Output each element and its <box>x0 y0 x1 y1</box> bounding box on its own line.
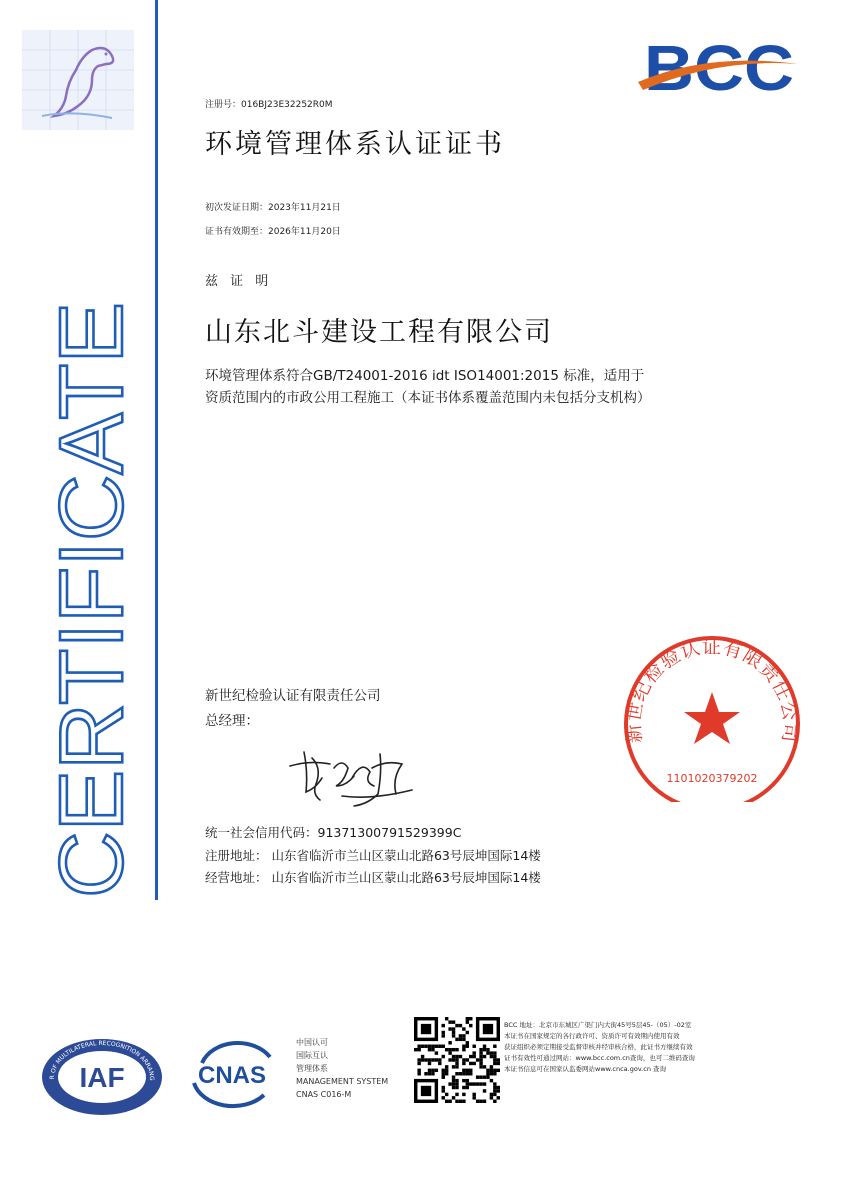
scope-line-1: 环境管理体系符合GB/T24001-2016 idt ISO14001:2015 标准，适用于 <box>205 368 645 384</box>
bcc-logo-text: BCC <box>644 32 794 104</box>
iaf-text: IAF <box>79 1062 125 1093</box>
scope-line-2: 资质范围内的市政公用工程施工（本证书体系覆盖范围内未包括分支机构） <box>205 390 651 406</box>
vertical-certificate-text: CERTIFICATE <box>42 316 142 898</box>
certify-label: 兹 证 明 <box>205 274 273 289</box>
business-address: 经营地址： 山东省临沂市兰山区蒙山北路63号辰坤国际14楼 <box>205 870 541 885</box>
bcc-info-line: BCC 地址：北京市东城区广渠门内大街45号5层45-（05）-02室 <box>504 1021 692 1029</box>
beaver-logo-icon <box>22 30 134 130</box>
cnas-line: MANAGEMENT SYSTEM <box>296 1077 389 1086</box>
bcc-info-line: 本证书在国家规定的各行政许可、资质许可有效期内使用有效 <box>504 1032 680 1040</box>
registered-address: 注册地址： 山东省临沂市兰山区蒙山北路63号辰坤国际14楼 <box>205 848 541 863</box>
seal-number: 1101020379202 <box>666 772 758 785</box>
seal-ring-text: 新世纪检验认证有限责任公司 <box>622 636 802 745</box>
bcc-info-block <box>504 1020 804 1075</box>
bcc-info-line: 证书有效性可通过网站：www.bcc.com.cn查询，也可二维码查询 <box>504 1054 695 1062</box>
valid-until-date: 证书有效期至：2026年11月20日 <box>205 227 341 237</box>
handwritten-signature <box>282 738 422 810</box>
company-name: 山东北斗建设工程有限公司 <box>205 317 553 348</box>
cnas-line: 国际互认 <box>296 1051 328 1060</box>
iaf-ring-text: R OF MULTILATERAL RECOGNITION ARRANG <box>48 1039 156 1081</box>
general-manager-label: 总经理： <box>205 713 259 729</box>
certification-scope <box>205 365 705 409</box>
cnas-line: CNAS C016-M <box>296 1090 352 1099</box>
bcc-logo <box>636 32 801 104</box>
first-issue-date: 初次发证日期：2023年11月21日 <box>205 203 341 213</box>
official-seal <box>612 632 812 802</box>
cnas-line: 管理体系 <box>296 1064 328 1073</box>
seal-star-icon <box>684 692 740 744</box>
bcc-info-line: 获证组织必须定期接受监督审核并经审核合格，此证书方继续有效 <box>504 1043 693 1051</box>
registration-number: 注册号：016BJ23E32252R0M <box>205 100 333 110</box>
certificate-title: 环境管理体系认证证书 <box>205 129 505 160</box>
vertical-certificate-word <box>34 300 144 900</box>
bcc-info-line: 本证书信息可在国家认监委网站www.cnca.gov.cn 查询 <box>504 1065 667 1073</box>
vertical-divider <box>155 0 158 900</box>
cnas-logo <box>182 1033 282 1111</box>
credit-code: 统一社会信用代码：91371300791529399C <box>205 825 462 840</box>
cnas-line: 中国认可 <box>296 1038 328 1047</box>
issuer-name: 新世纪检验认证有限责任公司 <box>205 688 381 704</box>
iaf-logo <box>40 1035 164 1115</box>
cnas-text: CNAS <box>197 1062 267 1089</box>
cnas-description <box>296 1036 388 1101</box>
qr-code-icon[interactable] <box>414 1017 500 1103</box>
